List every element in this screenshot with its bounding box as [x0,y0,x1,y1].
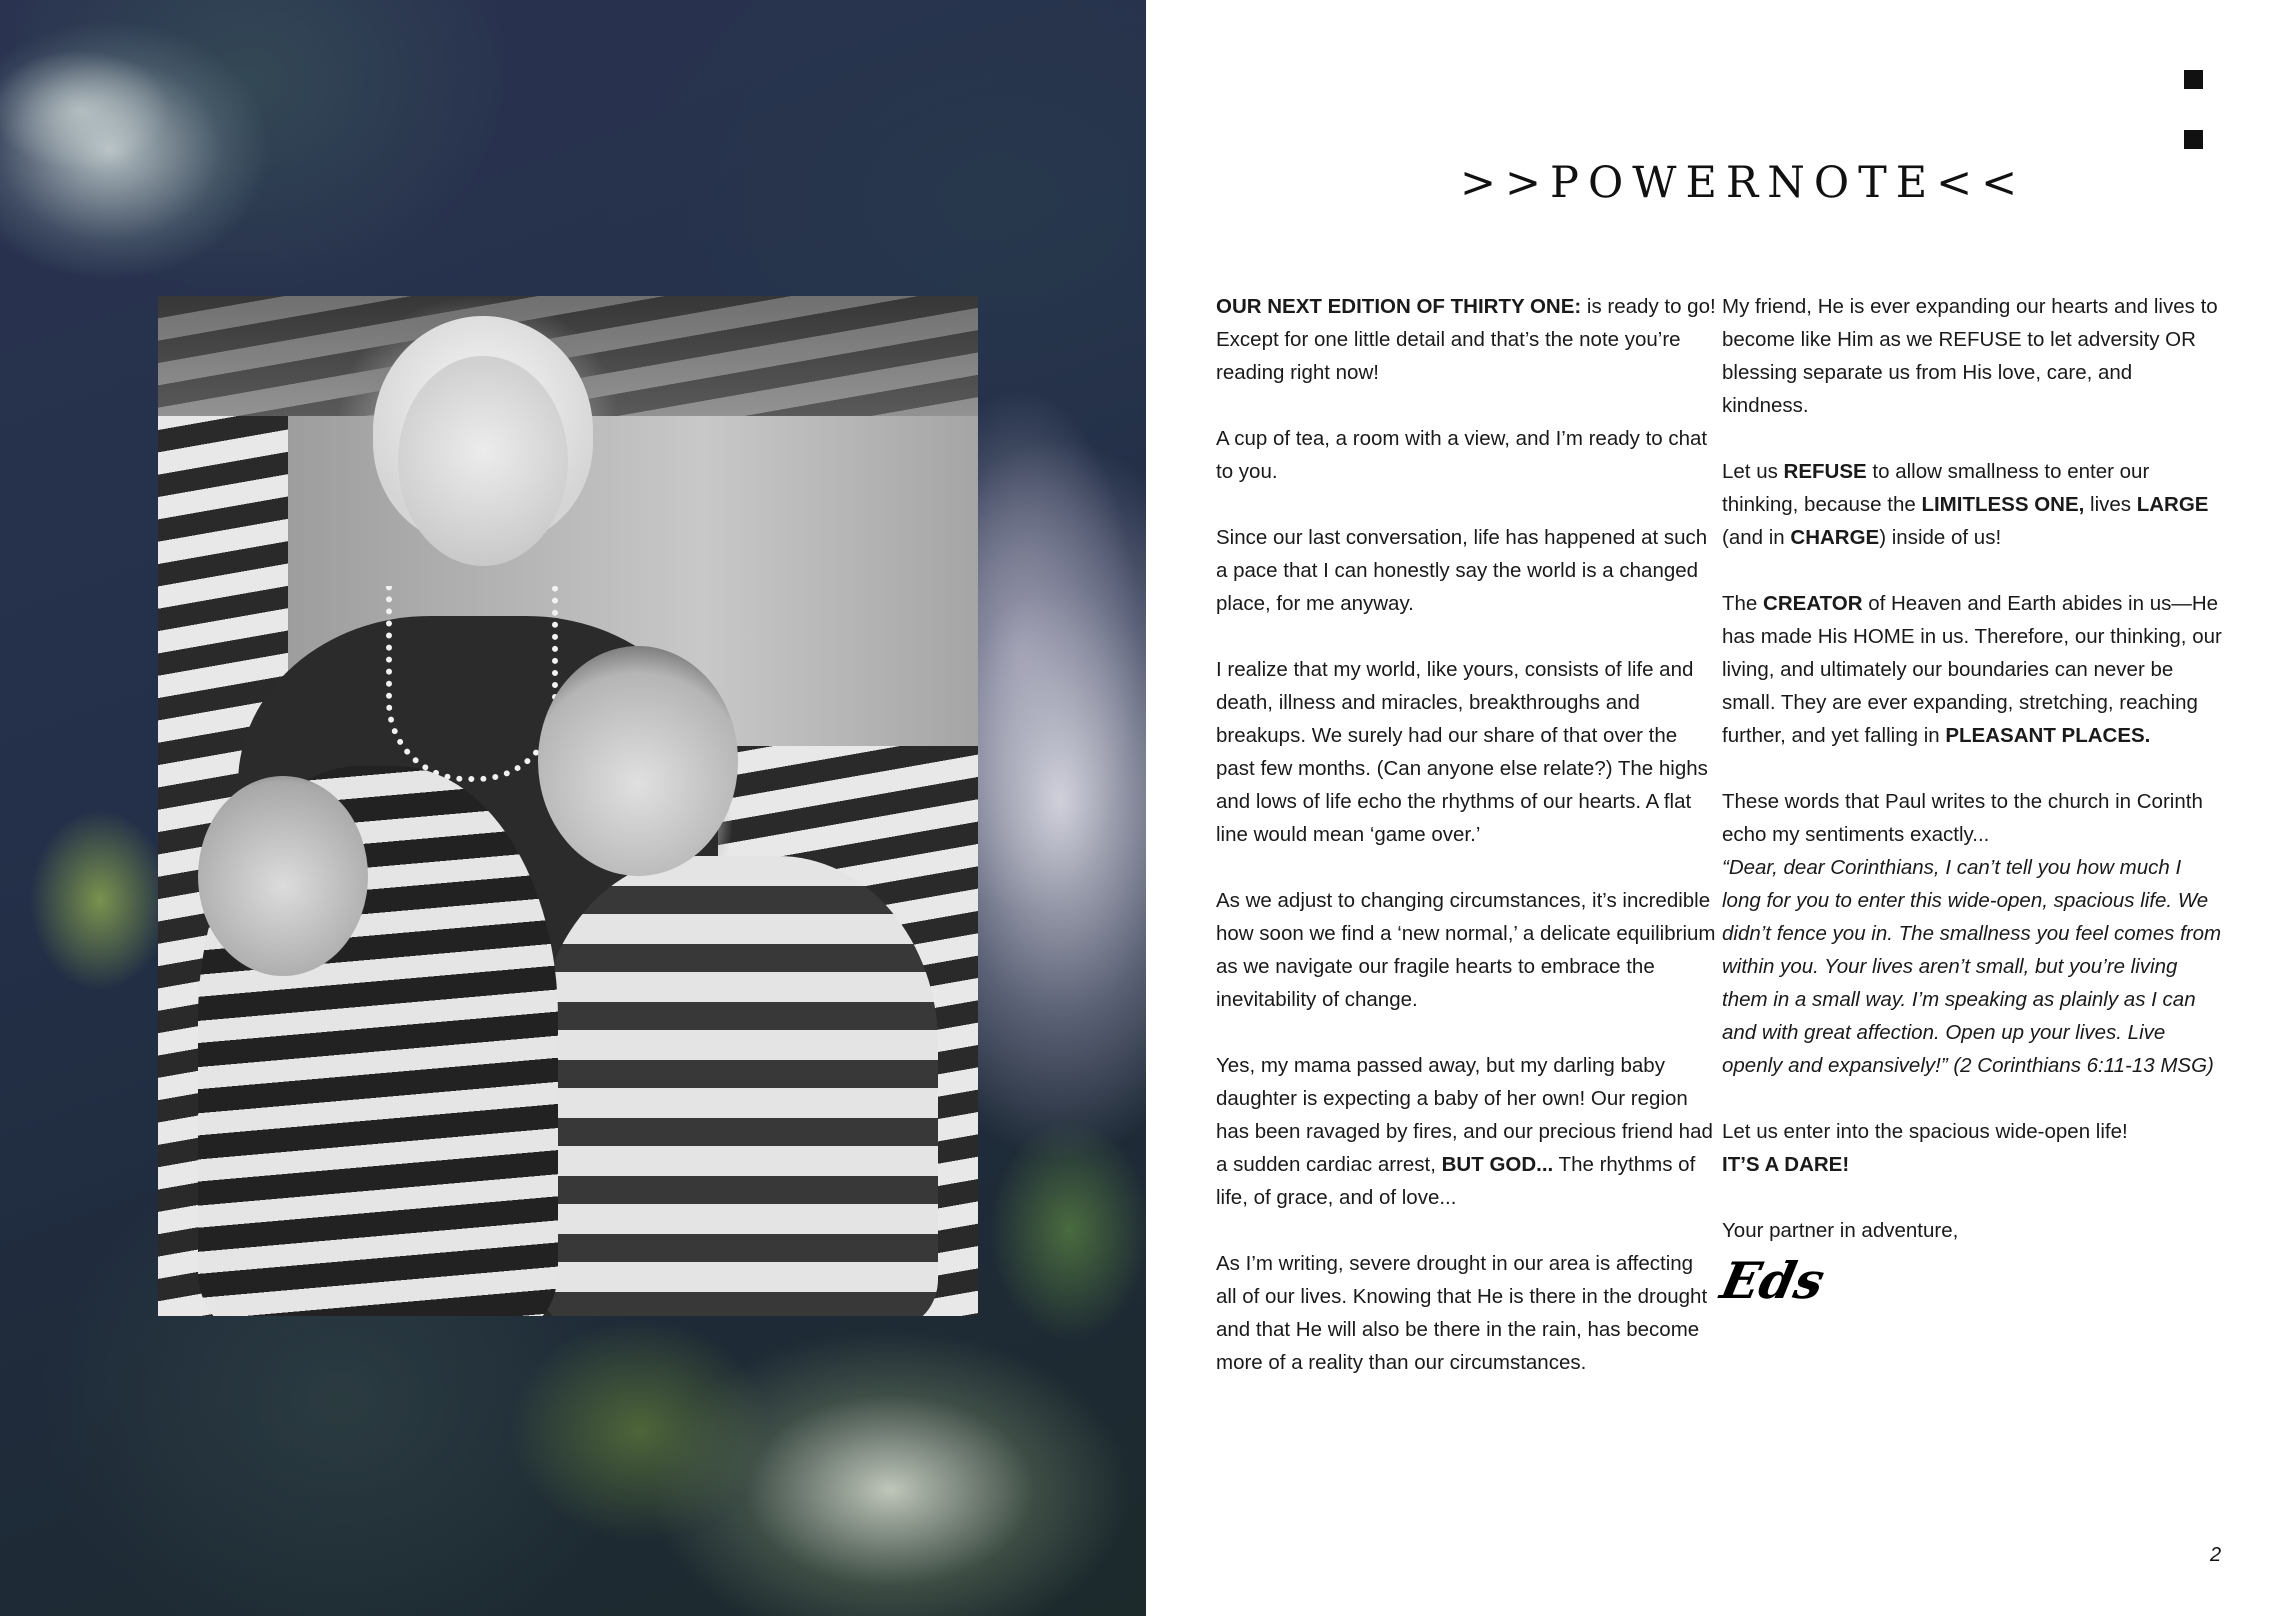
family-photo [158,296,978,1316]
emphasis-bold: CHARGE [1790,526,1880,549]
paragraph: My friend, He is ever expanding our hearts and lives to become like Him as we REFUSE to let adversity OR blessing separate us from His love, care, and kindness. [1722,295,2218,417]
closing-line: Your partner in adventure, [1722,1219,1959,1242]
photo-older-boy-head [538,646,738,876]
paragraph [1722,587,2222,752]
paragraph-text: These words that Paul writes to the church in Corinth echo my sentiments exactly... [1722,790,2203,846]
paragraph-text: ) inside of us! [1879,526,2002,549]
lead-in-bold: OUR NEXT EDITION OF THIRTY ONE: [1216,295,1582,318]
photo-older-boy-body [538,856,938,1316]
article-column-left [1216,290,1716,1412]
paragraph-text: of Heaven and Earth abides in us—He has made His HOME in us. Therefore, our thinking, our living, and ultimately our boundaries can never be small. They are ever expanding, stretching, reaching further, and yet falling in [1722,592,2222,747]
signature: Eds [1715,1251,1830,1310]
paragraph [1722,1214,2222,1247]
scripture-quote: “Dear, dear Corinthians, I can’t tell you how much I long for you to enter this wide-open, spacious life. We didn’t fence you in. The smallness you feel comes from within you. Your lives aren’t small, but you’re living them in a small way. I’m speaking as plainly as I can and with great affection. Open up your lives. Live openly and expansively!” (2 Corinthians 6:11-13 MSG) [1722,856,2222,1077]
paragraph [1722,1115,2222,1181]
emphasis-bold: BUT GOD... [1441,1153,1554,1176]
paragraph-text: is ready to go! Except for one little detail and that’s the note you’re reading right now! [1216,295,1716,384]
paragraph: As we adjust to changing circumstances, it’s incredible how soon we find a ‘new normal,’ a delicate equilibrium as we navigate our fragile hearts to embrace the inevitability of change. [1216,889,1716,1011]
paragraph-text: The [1722,592,1764,615]
paragraph-text: lives [2084,493,2137,516]
emphasis-bold: CREATOR [1763,592,1863,615]
paragraph [1722,455,2222,554]
paragraph [1216,290,1716,389]
emphasis-bold: LIMITLESS ONE, [1921,493,2085,516]
paragraph-text: The rhythms of life, of grace, and of love... [1216,1153,1696,1209]
paragraph-text: Let us [1722,460,1784,483]
paragraph: I realize that my world, like yours, consists of life and death, illness and miracles, breakthroughs and breakups. We surely had our share of that over the past few months. (Can anyone else relate?) The highs and lows of life echo the rhythms of our hearts. A flat line would mean ‘game over.’ [1216,658,1708,846]
emphasis-bold: LARGE [2136,493,2209,516]
paragraph [1216,1049,1716,1214]
paragraph-text: to allow smallness to enter our thinking, because the [1722,460,2150,516]
emphasis-bold: PLEASANT PLACES. [1945,724,2151,747]
paragraph-text: Let us enter into the spacious wide-open life! [1722,1120,2128,1143]
paragraph [1722,785,2222,1082]
page-title: >>POWERNOTE<< [1460,158,2027,208]
page-number: 2 [2210,1544,2222,1566]
paragraph: As I’m writing, severe drought in our area is affecting all of our lives. Knowing that He is there in the drought and that He will also be there in the rain, has become more of a reality than our circumstances. [1216,1252,1708,1374]
paragraph: Since our last conversation, life has happened at such a pace that I can honestly say the world is a changed place, for me anyway. [1216,526,1708,615]
photo-pearl-necklace [386,586,558,782]
corner-squares-icon [2184,70,2206,150]
paragraph: A cup of tea, a room with a view, and I’m ready to chat to you. [1216,427,1708,483]
photo-baby-head [198,776,368,976]
article-column-right [1715,290,2222,1311]
emphasis-bold: IT’S A DARE! [1722,1153,1850,1176]
photo-woman-face [398,356,568,566]
paragraph-text: (and in [1722,526,1791,549]
emphasis-bold: REFUSE [1783,460,1867,483]
paragraph-text: Yes, my mama passed away, but my darling baby daughter is expecting a baby of her own! Our region has been ravaged by fires, and our precious friend had a sudden cardiac arrest, [1216,1054,1713,1176]
